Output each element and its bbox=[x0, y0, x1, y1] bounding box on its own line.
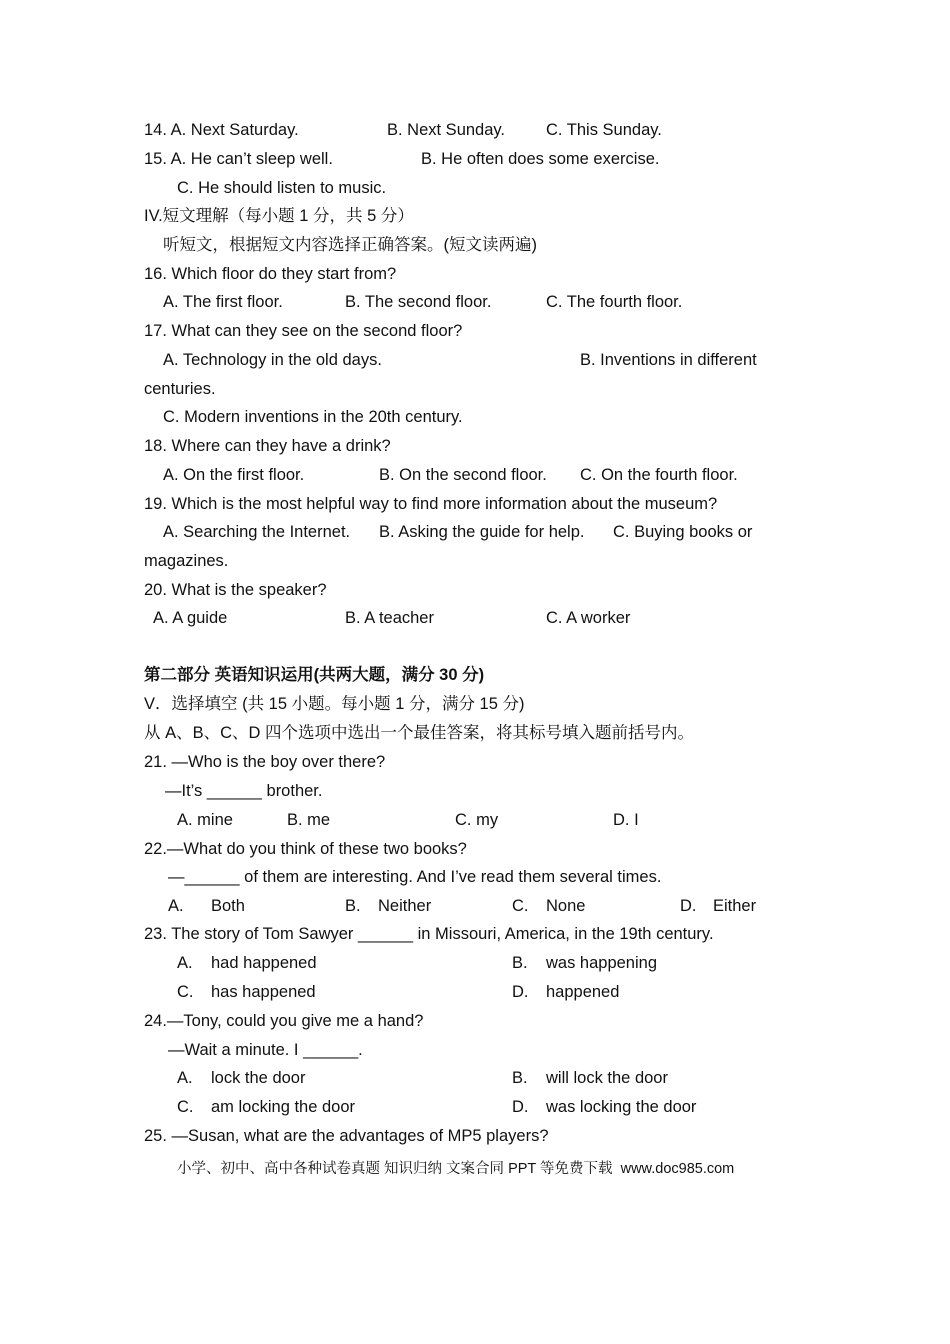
q20-option-b: B. A teacher bbox=[345, 609, 434, 627]
q20-stem: 20. What is the speaker? bbox=[144, 581, 327, 599]
section-4-title: IV.短文理解（每小题 1 分，共 5 分） bbox=[144, 207, 414, 225]
q22-option-d-letter: D. bbox=[680, 897, 697, 915]
q15-option-b: B. He often does some exercise. bbox=[421, 150, 660, 168]
q23-option-a: had happened bbox=[211, 954, 317, 972]
q23-option-a-letter: A. bbox=[177, 954, 193, 972]
q21-option-c: C. my bbox=[455, 811, 499, 829]
q23-option-d-letter: D. bbox=[512, 983, 529, 1001]
q16-stem: 16. Which floor do they start from? bbox=[144, 265, 397, 283]
q18-option-a: A. On the first floor. bbox=[163, 466, 305, 484]
q22-option-a: Both bbox=[211, 897, 245, 915]
q19-stem: 19. Which is the most helpful way to find more information about the museum? bbox=[144, 495, 718, 513]
q22-option-c: None bbox=[546, 897, 586, 915]
q24-option-d: was locking the door bbox=[546, 1098, 697, 1116]
page-footer: 小学、初中、高中各种试卷真题 知识归纳 文案合同 PPT 等免费下载 www.doc985.com bbox=[177, 1161, 735, 1177]
q15-option-c: C. He should listen to music. bbox=[177, 179, 387, 197]
q14-option-c: C. This Sunday. bbox=[546, 121, 662, 139]
q24-option-d-letter: D. bbox=[512, 1098, 529, 1116]
q24-option-a-letter: A. bbox=[177, 1069, 193, 1087]
q23-option-c: has happened bbox=[211, 983, 316, 1001]
q17-stem: 17. What can they see on the second floor? bbox=[144, 322, 463, 340]
q22-option-b: Neither bbox=[378, 897, 432, 915]
q24-option-a: lock the door bbox=[211, 1069, 306, 1087]
section-5-title: V．选择填空 (共 15 小题。每小题 1 分，满分 15 分) bbox=[144, 695, 525, 713]
q17-option-b: B. Inventions in different bbox=[580, 351, 757, 369]
q16-option-c: C. The fourth floor. bbox=[546, 293, 683, 311]
q23-option-b-letter: B. bbox=[512, 954, 528, 972]
q23-stem: 23. The story of Tom Sawyer ______ in Missouri, America, in the 19th century. bbox=[144, 925, 714, 943]
section-5-instruction: 从 A、B、C、D 四个选项中选出一个最佳答案，将其标号填入题前括号内。 bbox=[144, 724, 695, 742]
q20-option-c: C. A worker bbox=[546, 609, 631, 627]
q24-option-b: will lock the door bbox=[546, 1069, 668, 1087]
q18-option-c: C. On the fourth floor. bbox=[580, 466, 738, 484]
q23-option-b: was happening bbox=[546, 954, 658, 972]
q16-option-a: A. The first floor. bbox=[163, 293, 283, 311]
q19-option-b: B. Asking the guide for help. bbox=[379, 523, 585, 541]
q21-dialogue: —It’s ______ brother. bbox=[165, 782, 323, 800]
q19-option-a: A. Searching the Internet. bbox=[163, 523, 351, 541]
q22-stem: 22.—What do you think of these two books? bbox=[144, 840, 467, 858]
q22-option-d: Either bbox=[713, 897, 757, 915]
q21-option-a: A. mine bbox=[177, 811, 233, 829]
q14-option-a: 14. A. Next Saturday. bbox=[144, 121, 299, 139]
q21-option-b: B. me bbox=[287, 811, 331, 829]
q14-option-b: B. Next Sunday. bbox=[387, 121, 506, 139]
q18-option-b: B. On the second floor. bbox=[379, 466, 547, 484]
part-2-title: 第二部分 英语知识运用(共两大题，满分 30 分) bbox=[144, 666, 485, 684]
q21-stem: 21. —Who is the boy over there? bbox=[144, 753, 386, 771]
q19-option-c: C. Buying books or bbox=[613, 523, 753, 541]
q22-dialogue: —______ of them are interesting. And I’ve read them several times. bbox=[168, 868, 662, 886]
q24-option-b-letter: B. bbox=[512, 1069, 528, 1087]
q25-stem: 25. —Susan, what are the advantages of MP5 players? bbox=[144, 1127, 549, 1145]
q24-option-c: am locking the door bbox=[211, 1098, 355, 1116]
q23-option-d: happened bbox=[546, 983, 620, 1001]
q22-option-a-letter: A. bbox=[168, 897, 184, 915]
q23-option-c-letter: C. bbox=[177, 983, 194, 1001]
q24-dialogue: —Wait a minute. I ______. bbox=[168, 1041, 363, 1059]
q15-option-a: 15. A. He can’t sleep well. bbox=[144, 150, 333, 168]
q24-stem: 24.—Tony, could you give me a hand? bbox=[144, 1012, 424, 1030]
q18-stem: 18. Where can they have a drink? bbox=[144, 437, 391, 455]
q24-option-c-letter: C. bbox=[177, 1098, 194, 1116]
q22-option-b-letter: B. bbox=[345, 897, 361, 915]
q21-option-d: D. I bbox=[613, 811, 639, 829]
section-4-instruction: 听短文，根据短文内容选择正确答案。(短文读两遍) bbox=[163, 236, 537, 254]
q17-option-b-cont: centuries. bbox=[144, 380, 216, 398]
q20-option-a: A. A guide bbox=[153, 609, 228, 627]
q17-option-a: A. Technology in the old days. bbox=[163, 351, 382, 369]
q22-option-c-letter: C. bbox=[512, 897, 529, 915]
q17-option-c: C. Modern inventions in the 20th century. bbox=[163, 408, 463, 426]
q16-option-b: B. The second floor. bbox=[345, 293, 492, 311]
q19-option-c-cont: magazines. bbox=[144, 552, 229, 570]
